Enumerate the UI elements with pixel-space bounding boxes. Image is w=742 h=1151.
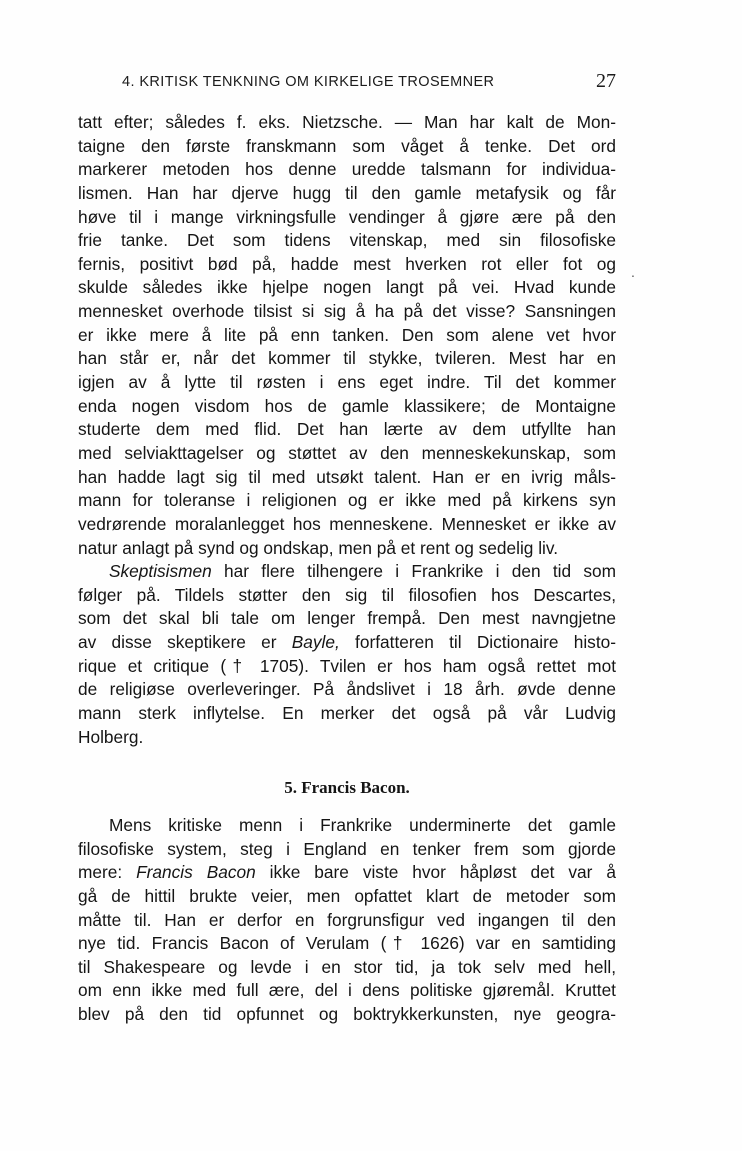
emphasis-bayle: Bayle,: [291, 632, 340, 653]
emphasis-francis-bacon: Francis Bacon: [136, 862, 256, 883]
text-line: til Shakespeare og levde i en stor tid, ja tok selv med hell,: [78, 956, 616, 977]
text-line: følger på. Tildels støtter den sig til filosofien hos Descartes,: [78, 584, 616, 605]
text-line: studerte dem med flid. Det han lærte av dem utfyllte han: [78, 419, 616, 440]
text-line: han hadde lagt sig til med utsøkt talent. Han er en ivrig måls-: [78, 466, 616, 487]
running-head: [78, 70, 616, 96]
text-line: vedrørende moralanlegget hos menneskene. Mennesket er ikke av: [78, 513, 616, 534]
text-line: skulde således ikke hjelpe nogen langt på vei. Hvad kunde: [78, 277, 616, 298]
paragraph-montaigne: [78, 111, 616, 749]
text-line: som det skal bli tale om lenger frempå. Den mest navngjetne: [78, 608, 616, 629]
text-line: er ikke mere å lite på enn tanken. Den som alene vet hvor: [78, 324, 616, 345]
text-line: rique et critique († 1705). Tvilen er hos ham også rettet mot: [78, 655, 616, 676]
text-line: tatt efter; således f. eks. Nietzsche. — Man har kalt de Mon-: [78, 112, 616, 132]
chapter-title: 4. KRITISK TENKNING OM KIRKELIGE TROSEMNER: [122, 74, 495, 90]
text-line: lismen. Han har djerve hugg til den gamle metafysik og får: [78, 182, 616, 203]
text-line: Holberg.: [78, 726, 144, 747]
text-line: med selviakttagelser og støttet av den menneskekunskap, som: [78, 442, 616, 463]
text-line: taigne den første franskmann som våget å tenke. Det ord: [78, 135, 616, 156]
text-line: måtte til. Han er derfor en forgrunsfigur ved ingangen til den: [78, 909, 616, 930]
text-line: Mens kritiske menn i Frankrike underminerte det gamle: [109, 815, 616, 835]
text-line: nye tid. Francis Bacon of Verulam († 1626) var en samtiding: [78, 933, 616, 954]
text-line: mere: Francis Bacon ikke bare viste hvor håpløst det var å: [78, 862, 616, 883]
text-line: frie tanke. Det som tidens vitenskap, med sin filosofiske: [78, 230, 616, 251]
emphasis-skeptisismen: Skeptisismen: [109, 561, 212, 582]
text-line: fernis, positivt bød på, hadde mest hverken rot eller fot og: [78, 253, 616, 274]
text-line: markerer metoden hos denne uredde talsmann for individua-: [78, 159, 616, 180]
text-line: han står er, når det kommer til stykke, tvileren. Mest har en: [78, 348, 616, 369]
text-line: enda nogen visdom hos de gamle klassikere; de Montaigne: [78, 395, 616, 416]
text-line: de religiøse overleveringer. På åndslivet i 18 årh. øvde denne: [78, 679, 616, 700]
text-line: filosofiske system, steg i England en tenker frem som gjorde: [78, 838, 616, 859]
text-line: mennesket overhode tilsist si sig å ha på det visse? Sansningen: [78, 301, 616, 322]
text-line: blev på den tid opfunnet og boktrykkerkunsten, nye geogra-: [78, 1004, 616, 1025]
text-line: igjen av å lytte til røsten i ens eget indre. Til det kommer: [78, 372, 616, 393]
margin-mark: .: [631, 264, 635, 280]
paragraph-bacon: [78, 814, 616, 1027]
section-heading: 5. Francis Bacon.: [284, 778, 410, 797]
text-line: av disse skeptikere er Bayle, forfatteren til Dictionaire histo-: [78, 632, 616, 653]
text-line: natur anlagt på synd og ondskap, men på et rent og sedelig liv.: [78, 537, 559, 558]
text-line: Skeptisismen har flere tilhengere i Frankrike i den tid som: [109, 561, 616, 582]
text-line: gå de hittil brukte veier, men opfattet klart de metoder som: [78, 885, 616, 906]
text-line: om enn ikke med full ære, del i dens politiske gjøremål. Kruttet: [78, 980, 616, 1001]
text-line: mann sterk inflytelse. En merker det også på vår Ludvig: [78, 703, 616, 724]
text-line: høve til i mange virkningsfulle vendinger å gjøre ære på den: [78, 206, 616, 227]
page-number: 27: [596, 70, 616, 92]
text-line: mann for toleranse i religionen og er ikke med på kirkens syn: [78, 490, 616, 511]
